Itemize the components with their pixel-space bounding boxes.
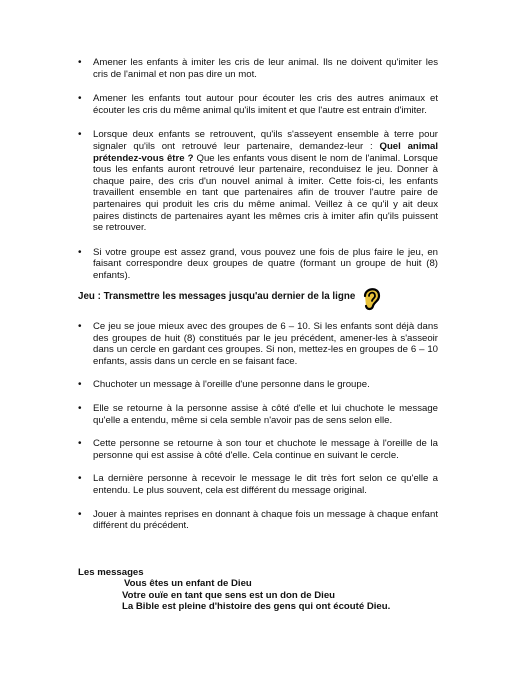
list-item <box>78 129 438 233</box>
message-line: Vous êtes un enfant de Dieu <box>124 578 252 589</box>
game-heading: Jeu : Transmettre les messages jusqu'au dernier de la ligne <box>78 291 356 302</box>
list-item: • Amener les enfants à imiter les cris de leur animal. Ils ne doivent qu'imiter les cris de l'animal et non pas dire un mot. <box>78 57 438 80</box>
list-item-text: Que les enfants vous disent le nom de l'animal. Lorsque tous les enfants auront retrouvé leur partenaire, reconduisez le jeu. Donner à chaque paire, des cris d'un nouvel animal à imiter. Cette fois-ci, les enfants travaillent ensemble en tant que partenaires afin de trouver l'autre paire de partenaires qui produit les cris du même animal. Veillez à ce qu'il y ait deux paires distincts de partenaires ayant les mêmes cris à imiter afin qu'ils puissent se retrouver. <box>93 152 438 234</box>
message-line: La Bible est pleine d'histoire des gens qui ont écouté Dieu. <box>122 601 391 613</box>
messages-title: Les messages <box>78 567 144 578</box>
ear-icon <box>361 284 383 312</box>
message-game-steps <box>78 321 438 532</box>
list-item-text: Lorsque deux enfants se retrouvent, qu'ils s'asseyent ensemble à terre pour signaler qu'ils ont retrouvé leur partenaire, demandez-leur : <box>93 129 438 152</box>
list-item: • Amener les enfants tout autour pour écouter les cris des autres animaux et écouter les cris du même animal qu'ils imitent et que l'autre est entrain d'imiter. <box>78 93 438 116</box>
list-item: • Jouer à maintes reprises en donnant à chaque fois un message à chaque enfant différent du précédent. <box>78 509 438 532</box>
question-text: Quel animal prétendez-vous être ? <box>93 140 438 164</box>
animal-game-steps <box>78 57 438 282</box>
list-item: • Elle se retourne à la personne assise à côté d'elle et lui chuchote le message qu'elle a entendu, même si cela semble n'avoir pas de sens selon elle. <box>78 403 438 426</box>
list-item: • Chuchoter un message à l'oreille d'une personne dans le groupe. <box>78 379 438 391</box>
messages-list <box>122 578 390 613</box>
list-item: • Si votre groupe est assez grand, vous pouvez une fois de plus faire le jeu, en faisant correspondre deux groupes de quatre (formant un groupe de huit (8) enfants). <box>78 247 438 282</box>
list-item: • La dernière personne à recevoir le message le dit très fort selon ce qu'elle a entendu. Le plus souvent, cela est différent du message original. <box>78 473 438 496</box>
list-item: • Cette personne se retourne à son tour et chuchote le message à l'oreille de la personne qui est assise à côté d'elle. Cela continue en suivant le cercle. <box>78 438 438 461</box>
list-item: • Ce jeu se joue mieux avec des groupes de 6 – 10. Si les enfants sont déjà dans des groupes de huit (8) constitués par le jeu précédent, amener-les à s'asseoir dans un cercle en gardant ces groupes. Si non, mettez-les en groupes de 6 – 10 enfants, assis dans un cercle en se faisant face. <box>78 321 438 367</box>
message-line: Votre ouïe en tant que sens est un don de Dieu <box>122 589 336 601</box>
